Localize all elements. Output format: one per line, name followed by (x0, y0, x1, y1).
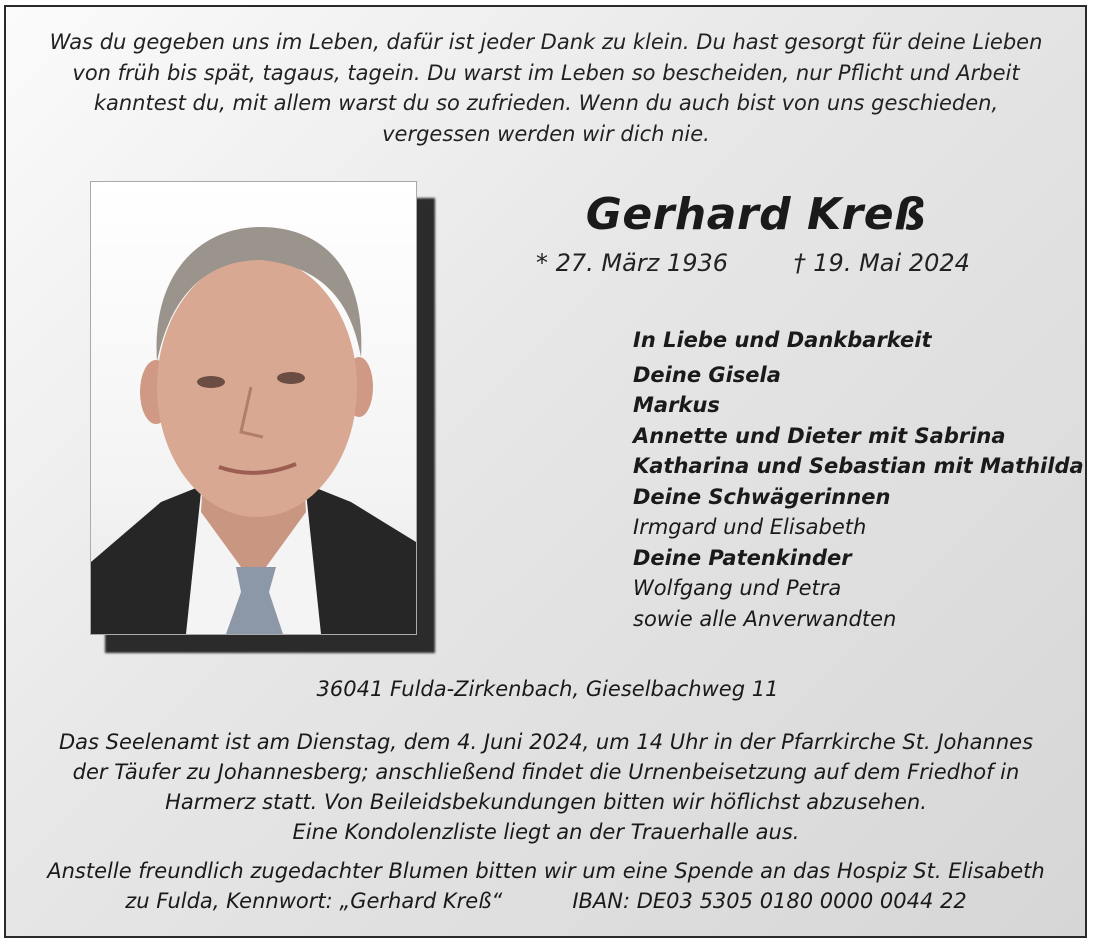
donation-keyword: zu Fulda, Kennwort: „Gerhard Kreß“ (125, 889, 503, 913)
family-address: 36041 Fulda-Zirkenbach, Gieselbachweg 11 (316, 677, 779, 701)
mourner-line: Irmgard und Elisabeth (633, 515, 867, 539)
verse-line: Was du gegeben uns im Leben, dafür ist jeder Dank zu klein. Du hast gesorgt für deine Lieben (49, 30, 1043, 54)
portrait-photo (90, 181, 417, 635)
mourner-line: Deine Schwägerinnen (633, 484, 891, 509)
service-notice (36, 727, 1056, 847)
service-line: Eine Kondolenzliste liegt an der Trauerhalle aus. (292, 820, 800, 844)
mourner-line: Deine Gisela (633, 362, 781, 387)
mourner-line: Katharina und Sebastian mit Mathilda (633, 454, 1084, 478)
service-line: der Täufer zu Johannesberg; anschließend findet die Urnenbeisetzung auf dem Friedhof in (72, 760, 1020, 784)
service-line: Harmerz statt. Von Beileidsbekundungen bitten wir höflichst abzusehen. (165, 790, 927, 814)
donation-notice (36, 856, 1056, 916)
portrait-illustration (91, 182, 416, 634)
obituary-card (4, 5, 1087, 938)
deceased-name: Gerhard Kreß (585, 189, 927, 240)
mourners-list (633, 325, 1084, 634)
mourner-line: sowie alle Anverwandten (633, 606, 897, 631)
donation-iban: IBAN: DE03 5305 0180 0000 0044 22 (572, 889, 967, 913)
mourner-line: Annette und Dieter mit Sabrina (633, 423, 1006, 448)
memorial-verse (46, 27, 1046, 149)
verse-line: kanntest du, mit allem warst du so zufrieden. Wenn du auch bist von uns geschieden, (93, 91, 999, 115)
verse-line: von früh bis spät, tagaus, tagein. Du warst im Leben so bescheiden, nur Pflicht und Arbeit (72, 60, 1020, 85)
donation-line (36, 886, 1056, 916)
service-line: Das Seelenamt ist am Dienstag, dem 4. Juni 2024, um 14 Uhr in der Pfarrkirche St. Johannes (58, 730, 1034, 754)
mourner-line: In Liebe und Dankbarkeit (633, 328, 932, 352)
mourner-line: Wolfgang und Petra (633, 576, 842, 600)
birth-date: * 27. März 1936 (536, 249, 729, 277)
verse-line: vergessen werden wir dich nie. (382, 121, 710, 146)
death-date: † 19. Mai 2024 (793, 249, 970, 277)
mourner-line: Deine Patenkinder (633, 545, 852, 570)
mourner-line: Markus (633, 393, 720, 417)
life-dates (536, 249, 970, 277)
donation-line: Anstelle freundlich zugedachter Blumen bitten wir um eine Spende an das Hospiz St. Elisabeth (47, 859, 1045, 883)
